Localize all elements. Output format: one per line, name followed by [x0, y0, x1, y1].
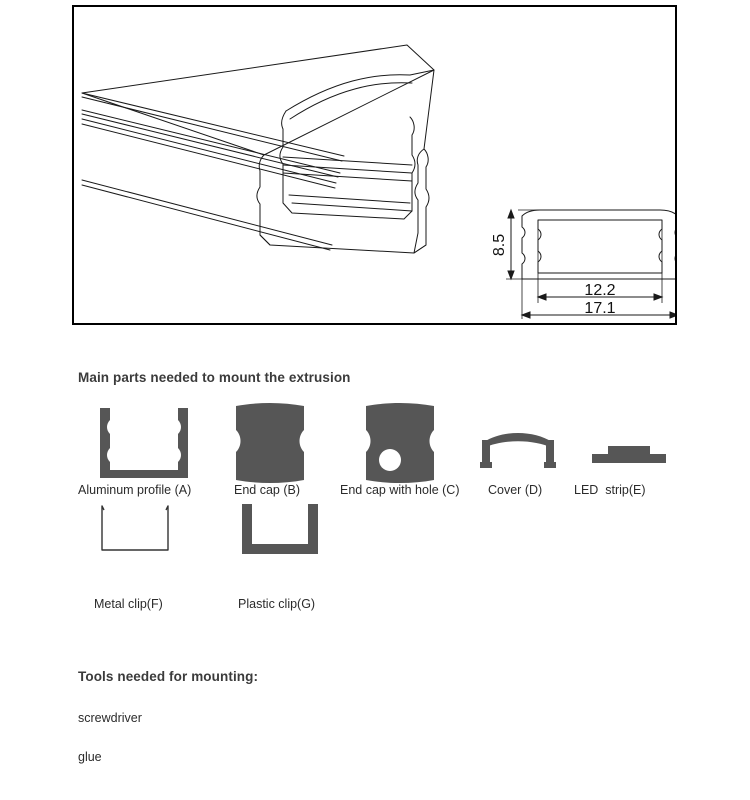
part-label-aluminum-profile: Aluminum profile (A) [78, 483, 192, 497]
part-label-end-cap: End cap (B) [234, 483, 301, 497]
cover-icon [480, 433, 556, 468]
part-label-end-cap-with-hole: End cap with hole (C) [340, 483, 460, 497]
part-label-cover: Cover (D) [488, 483, 543, 497]
aluminum-profile-icon [100, 408, 188, 478]
part-label-plastic-clip: Plastic clip(G) [238, 597, 316, 611]
dimension-outer-width-value: 17.1 [584, 300, 616, 317]
led-strip-icon [592, 446, 666, 463]
plastic-clip-icon [242, 504, 318, 554]
tools-section-heading: Tools needed for mounting: [78, 669, 259, 684]
extrusion-drawing [74, 7, 675, 323]
end-cap-with-hole-icon [366, 403, 434, 483]
part-label-metal-clip: Metal clip(F) [94, 597, 163, 611]
isometric-extrusion [82, 45, 434, 253]
technical-drawing-panel [72, 5, 677, 325]
part-label-led-strip: LED strip(E) [574, 483, 646, 497]
parts-section-heading: Main parts needed to mount the extrusion [78, 370, 351, 385]
dimension-inner-width-value: 12.2 [584, 282, 616, 299]
dimension-height-value: 8.5 [491, 233, 508, 257]
tool-item-screwdriver: screwdriver [78, 711, 142, 725]
parts-list [78, 398, 698, 618]
cross-section-outline [522, 210, 675, 279]
parts-icons [78, 398, 698, 613]
metal-clip-icon [102, 506, 168, 550]
end-cap-icon [236, 403, 304, 483]
tool-item-glue: glue [78, 750, 102, 764]
cross-section-view [491, 210, 675, 319]
end-cap-hole [379, 449, 401, 471]
